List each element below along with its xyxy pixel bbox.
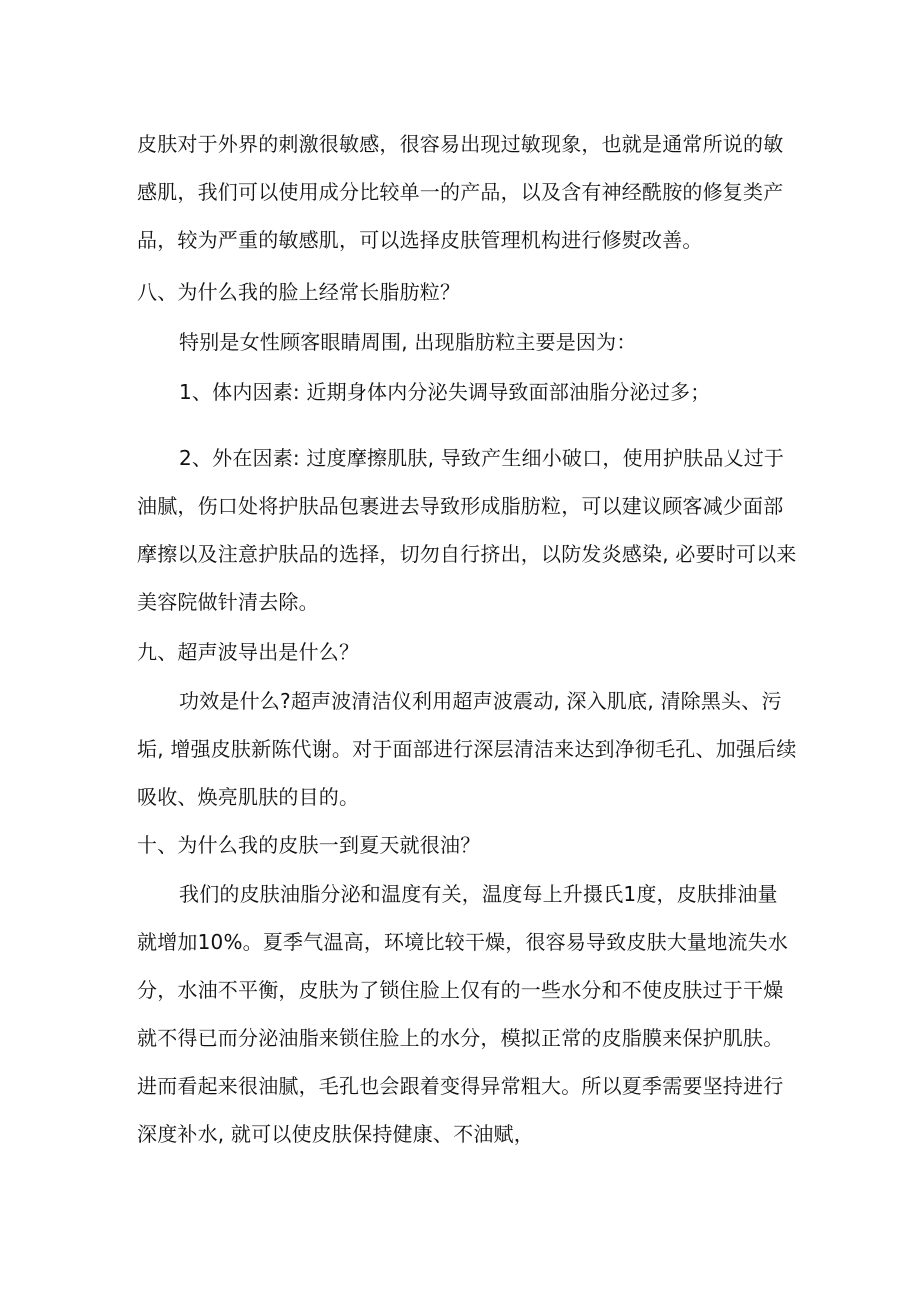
heading-question-10 (137, 821, 787, 869)
paragraph-q10-answer (137, 870, 787, 1158)
text-line: 就不得已而分泌油脂来锁住脸上的水分，模拟正常的皮脂膜来保护肌肤。 (137, 1026, 784, 1050)
text-line: 特别是女性顾客眼睛周围, 出现脂肪粒主要是因为： (179, 330, 637, 354)
text-line: 垢, 增强皮肤新陈代谢。对于面部进行深层清洁来达到净彻毛孔、加强后续 (137, 737, 797, 761)
text-line: 进而看起来很油腻，毛孔也会跟着变得异常粗大。所以夏季需要坚持进行 (137, 1074, 784, 1098)
text-line: 摩擦以及注意护肤品的选择，切勿自行挤出，以防发炎感染, 必要时可以来 (137, 542, 797, 566)
text-line: 吸收、焕亮肌肤的目的。 (137, 785, 360, 809)
text-line: 品，较为严重的敏感肌，可以选择皮肤管理机构进行修熨改善。 (137, 228, 703, 252)
text-line: 就增加10%。夏季气温高，环境比较干燥，很容易导致皮肤大量地流失水 (137, 930, 789, 954)
heading-line: 八、为什么我的脸上经常长脂肪粒？ (137, 280, 461, 304)
paragraph-q9-answer (137, 677, 797, 821)
heading-question-9 (137, 628, 787, 676)
paragraph-sensitive-skin (137, 120, 787, 264)
text-line: 感肌，我们可以使用成分比较单一的产品，以及含有神经酰胺的修复类产 (137, 180, 784, 204)
paragraph-q8-intro (137, 318, 787, 366)
paragraph-q8-cause-2 (137, 434, 797, 626)
heading-line: 十、为什么我的皮肤一到夏天就很油？ (137, 833, 481, 857)
text-line: 美容院做针清去除。 (137, 590, 319, 614)
text-line: 分，水油不平衡，皮肤为了锁住脸上仅有的一些水分和不使皮肤过于干燥 (137, 978, 784, 1002)
paragraph-q8-cause-1 (137, 368, 787, 416)
text-line: 皮肤对于外界的刺激很敏感，很容易出现过敏现象，也就是通常所说的敏 (137, 132, 784, 156)
text-line: 深度补水, 就可以使皮肤保持健康、不油赋， (137, 1122, 534, 1146)
heading-question-8 (137, 268, 787, 316)
text-line: 油腻，伤口处将护肤品包裹进去导致形成脂肪粒，可以建议顾客减少面部 (137, 494, 784, 518)
text-line: 1、体内因素: 近期身体内分泌失调导致面部油脂分泌过多； (179, 380, 711, 404)
text-line: 功效是什么?超声波清洁仪利用超声波震动, 深入肌底, 清除黑头、污 (179, 689, 782, 713)
heading-line: 九、超声波导出是什么？ (137, 640, 360, 664)
text-line: 2、外在因素: 过度摩擦肌肤, 导致产生细小破口，使用护肤品乂过于 (179, 446, 785, 470)
text-line: 我们的皮肤油脂分泌和温度有关，温度每上升摄氏1度，皮肤排油量 (179, 882, 778, 906)
